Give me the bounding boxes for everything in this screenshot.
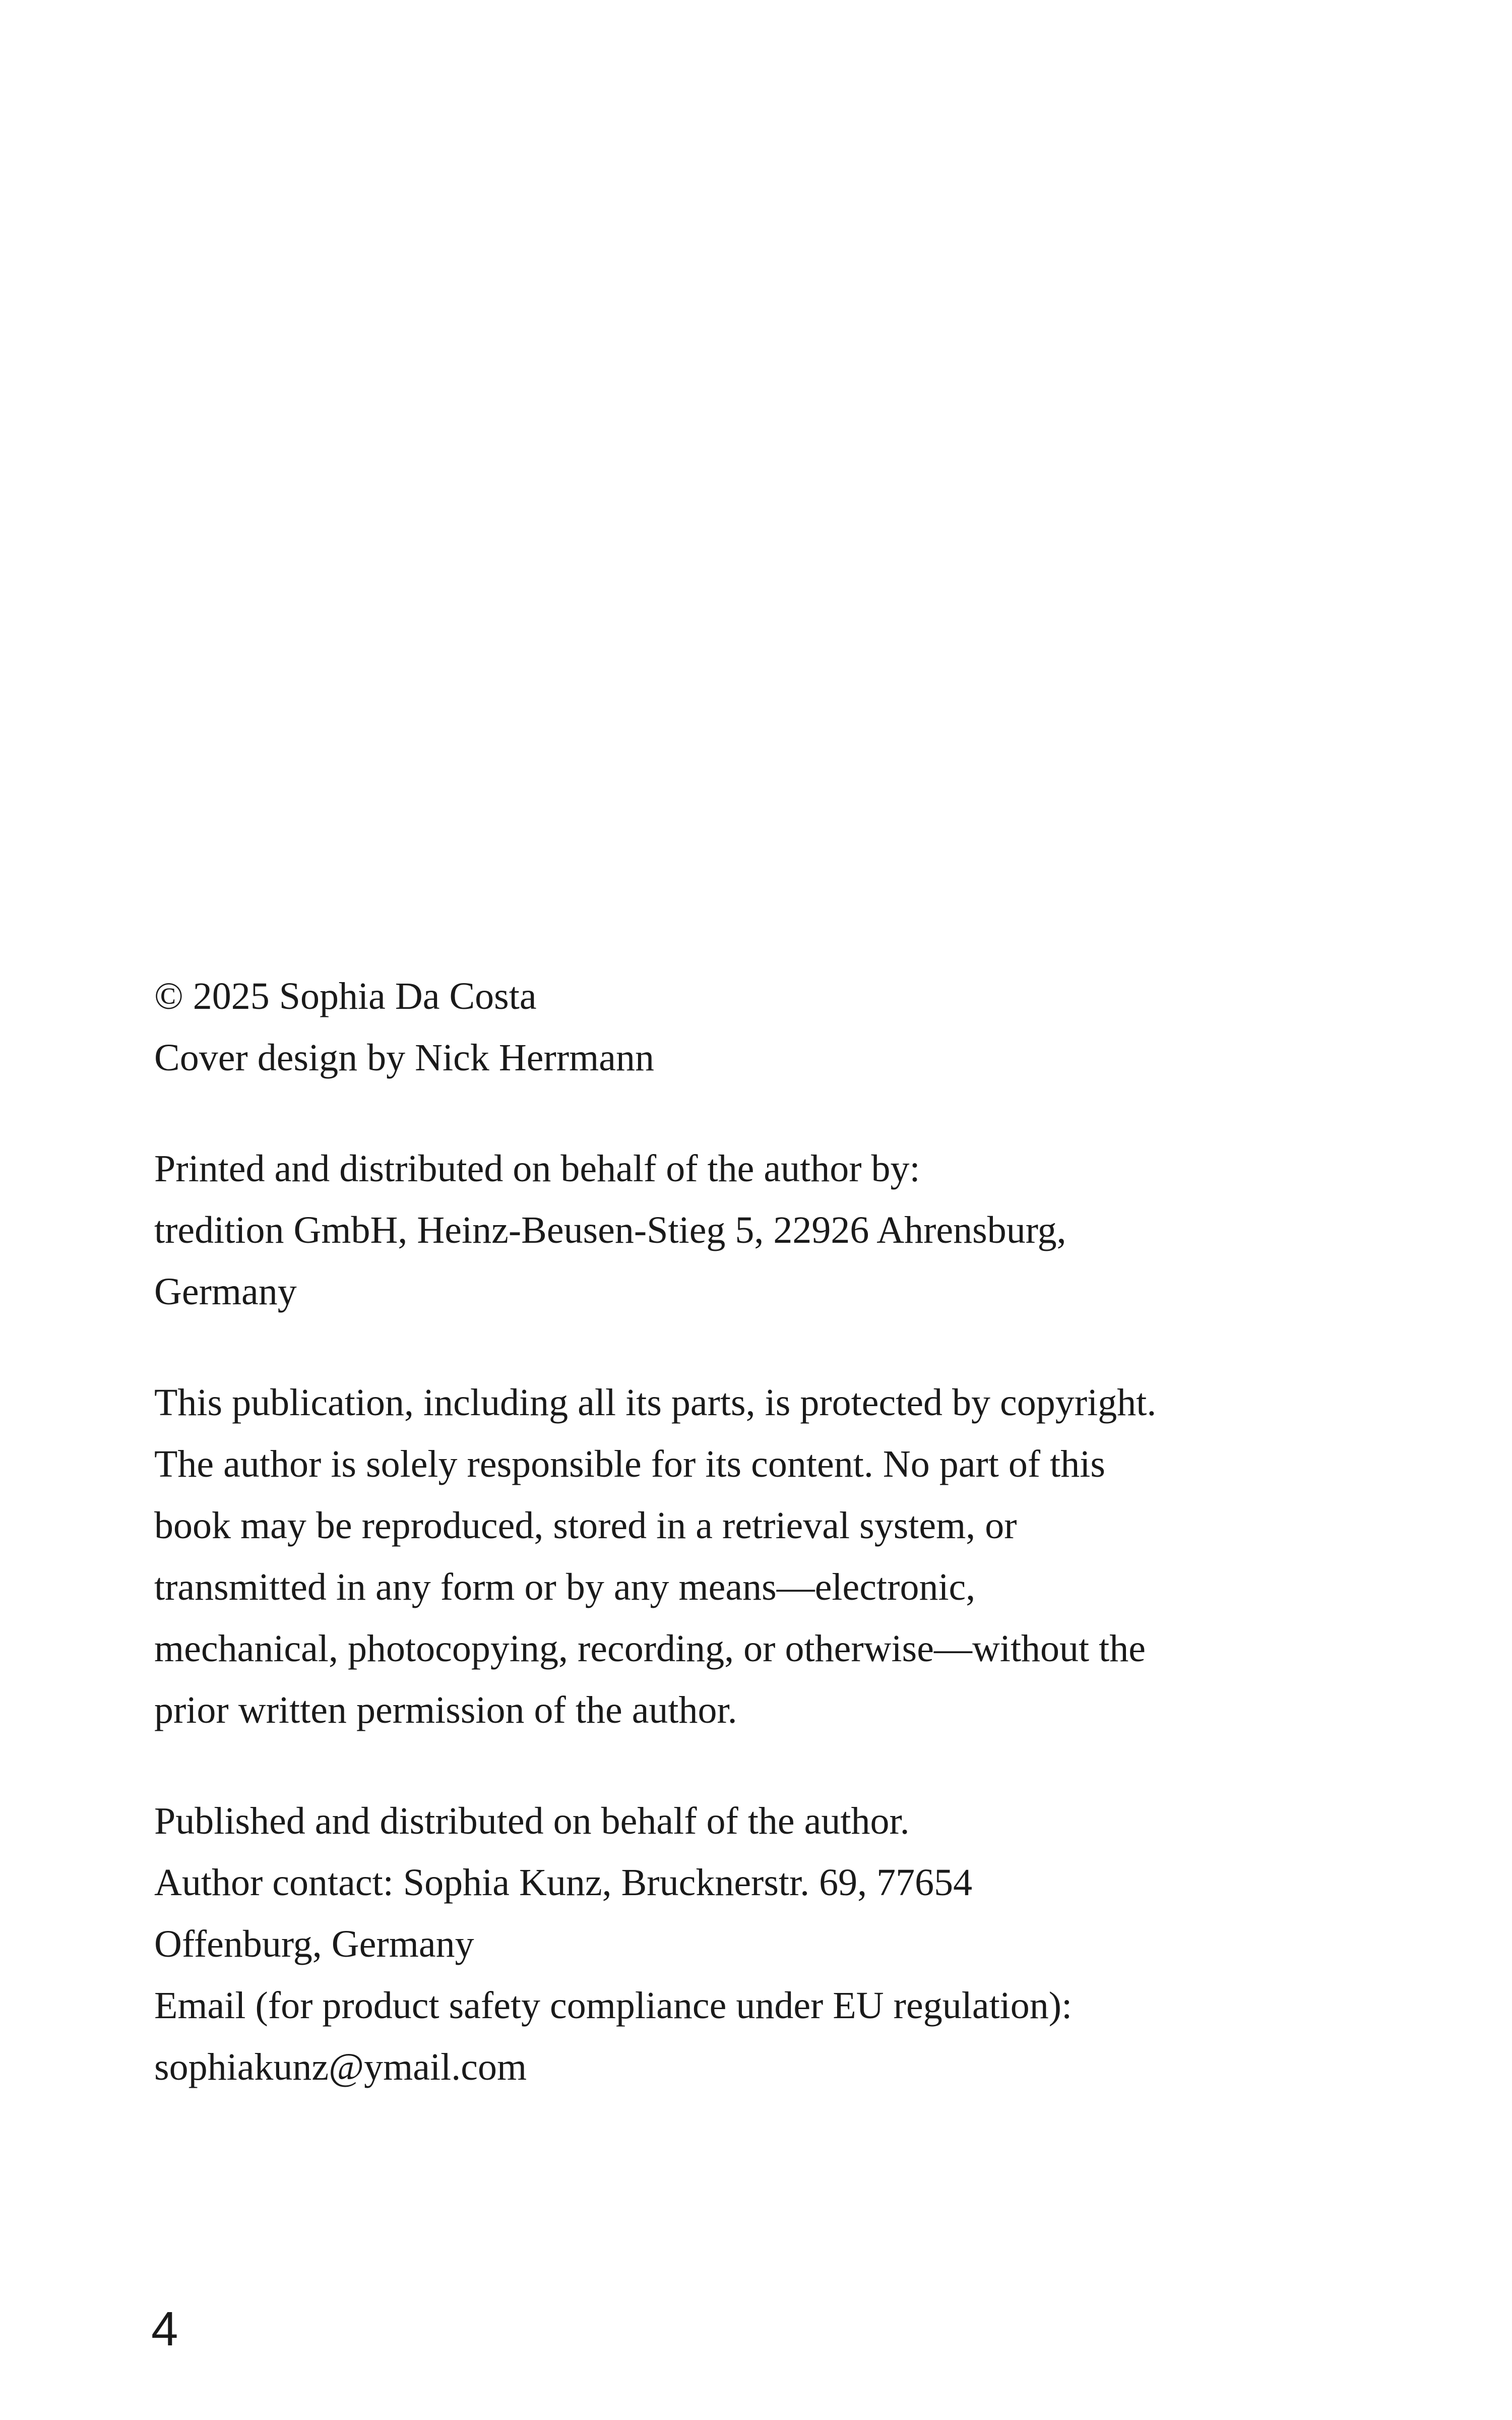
printer-block: [154, 1138, 1364, 1322]
printer-address: tredition GmbH, Heinz-Beusen-Stieg 5, 22926 Ahrensburg,: [154, 1209, 1066, 1251]
contact-block: [154, 1790, 1364, 2098]
author-contact-address: Author contact: Sophia Kunz, Brucknerstr. 69, 77654: [154, 1861, 973, 1904]
copyright-line: © 2025 Sophia Da Costa: [154, 975, 537, 1017]
copyright-notice-line: transmitted in any form or by any means—electronic,: [154, 1566, 976, 1608]
copyright-notice-block: [154, 1372, 1364, 1741]
copyright-notice-line: The author is solely responsible for its content. No part of this: [154, 1443, 1105, 1485]
copyright-notice-line: This publication, including all its parts, is protected by copyright.: [154, 1381, 1157, 1424]
author-email: sophiakunz@ymail.com: [154, 2046, 527, 2088]
copyright-notice-line: prior written permission of the author.: [154, 1689, 737, 1731]
author-contact-city: Offenburg, Germany: [154, 1923, 474, 1965]
copyright-notice-line: book may be reproduced, stored in a retrieval system, or: [154, 1504, 1017, 1547]
printer-country: Germany: [154, 1270, 297, 1313]
email-label: Email (for product safety compliance under EU regulation):: [154, 1984, 1073, 2027]
cover-design-credit: Cover design by Nick Herrmann: [154, 1037, 654, 1079]
publisher-statement: Published and distributed on behalf of the author.: [154, 1800, 910, 1842]
printer-intro: Printed and distributed on behalf of the author by:: [154, 1147, 920, 1190]
copyright-notice-line: mechanical, photocopying, recording, or otherwise—without the: [154, 1627, 1146, 1670]
page-number: 4: [151, 2302, 178, 2356]
imprint-page: [154, 965, 1364, 2147]
credits-block: [154, 965, 1364, 1088]
